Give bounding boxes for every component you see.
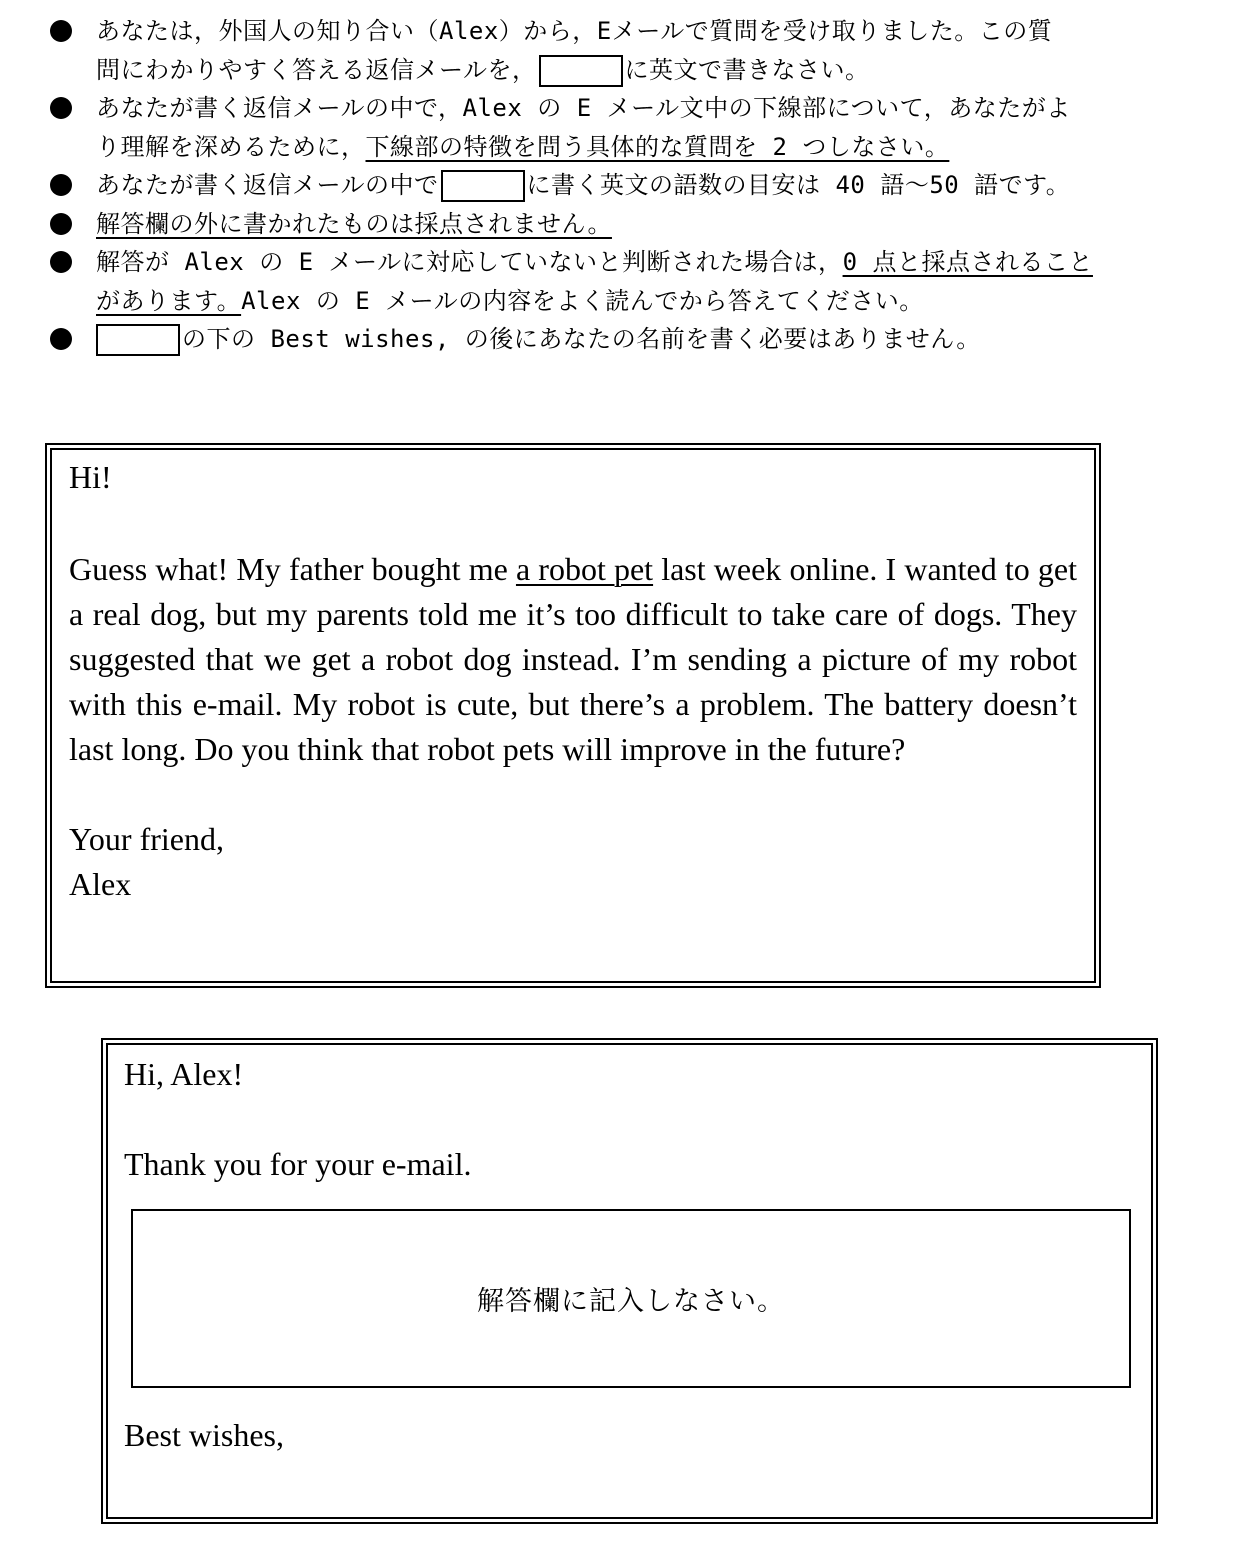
instruction-item — [50, 205, 1190, 244]
alex-body-text: last week online. I wanted to get a real dog, but my parents told me it’s too difficult to take care of dogs. They suggested that we get a robot dog instead. I’m sending a picture of my robot with this e-mail. My robot is cute, but there’s a problem. The battery doesn’t last long. Do you think that robot pets will improve in the future? — [69, 551, 1078, 767]
instruction-underlined-text: 解答欄の外に書かれたものは採点されません。 — [96, 209, 612, 238]
bullet-icon — [50, 20, 72, 42]
alex-underlined-phrase: a robot pet — [515, 551, 654, 587]
answer-area[interactable] — [131, 1209, 1131, 1388]
bullet-icon — [50, 174, 72, 196]
alex-signature: Alex — [69, 866, 132, 902]
instruction-text: り理解を深めるために， — [96, 132, 366, 161]
instruction-underlined-text: があります。 — [96, 286, 242, 315]
alex-body-text: Guess what! My father bought me — [69, 551, 516, 587]
alex-greeting: Hi! — [69, 459, 112, 495]
instruction-underlined-text: 0 点と採点されること — [842, 248, 1093, 276]
instruction-text: あなたは，外国人の知り合い（Alex）から，Eメールで質問を受け取りました。この質 — [96, 17, 1053, 45]
alex-email-box — [45, 443, 1101, 988]
instruction-text: に書く英文の語数の目安は 40 語～50 語です。 — [526, 171, 1071, 199]
instruction-item — [50, 166, 1190, 205]
bullet-icon — [50, 328, 72, 350]
bullet-icon — [50, 251, 72, 273]
instruction-text: あなたが書く返信メールの中で，Alex の E メール文中の下線部について，あなたがよ — [96, 94, 1071, 122]
answer-prompt: 解答欄に記入しなさい。 — [477, 1286, 785, 1317]
instruction-underlined-text: 下線部の特徴を問う具体的な質問を 2 つしなさい。 — [365, 132, 950, 161]
instruction-item — [50, 89, 1190, 166]
instruction-text: の下の Best wishes, の後にあなたの名前を書く必要はありません。 — [182, 325, 981, 353]
instruction-item — [50, 243, 1190, 320]
reply-email-box — [101, 1038, 1158, 1524]
blank-box-icon — [441, 170, 525, 202]
instruction-text: 問にわかりやすく答える返信メールを， — [96, 55, 537, 84]
alex-closing: Your friend, — [69, 821, 224, 857]
blank-box-icon — [96, 324, 180, 356]
instruction-item — [50, 12, 1190, 89]
instruction-text: Alex の E メールの内容をよく読んでから答えてください。 — [241, 286, 924, 315]
instruction-text: 解答が Alex の E メールに対応していないと判断された場合は， — [96, 248, 843, 276]
reply-greeting: Hi, Alex! — [124, 1056, 244, 1092]
reply-thanks: Thank you for your e-mail. — [124, 1146, 472, 1182]
instruction-item — [50, 320, 1190, 359]
bullet-icon — [50, 213, 72, 235]
bullet-icon — [50, 97, 72, 119]
instruction-text: に英文で書きなさい。 — [624, 55, 870, 84]
alex-email-body — [69, 547, 1077, 772]
instruction-text: あなたが書く返信メールの中で — [96, 171, 439, 199]
reply-closing: Best wishes, — [124, 1417, 284, 1453]
instructions-list — [50, 12, 1190, 359]
blank-box-icon — [539, 55, 623, 87]
